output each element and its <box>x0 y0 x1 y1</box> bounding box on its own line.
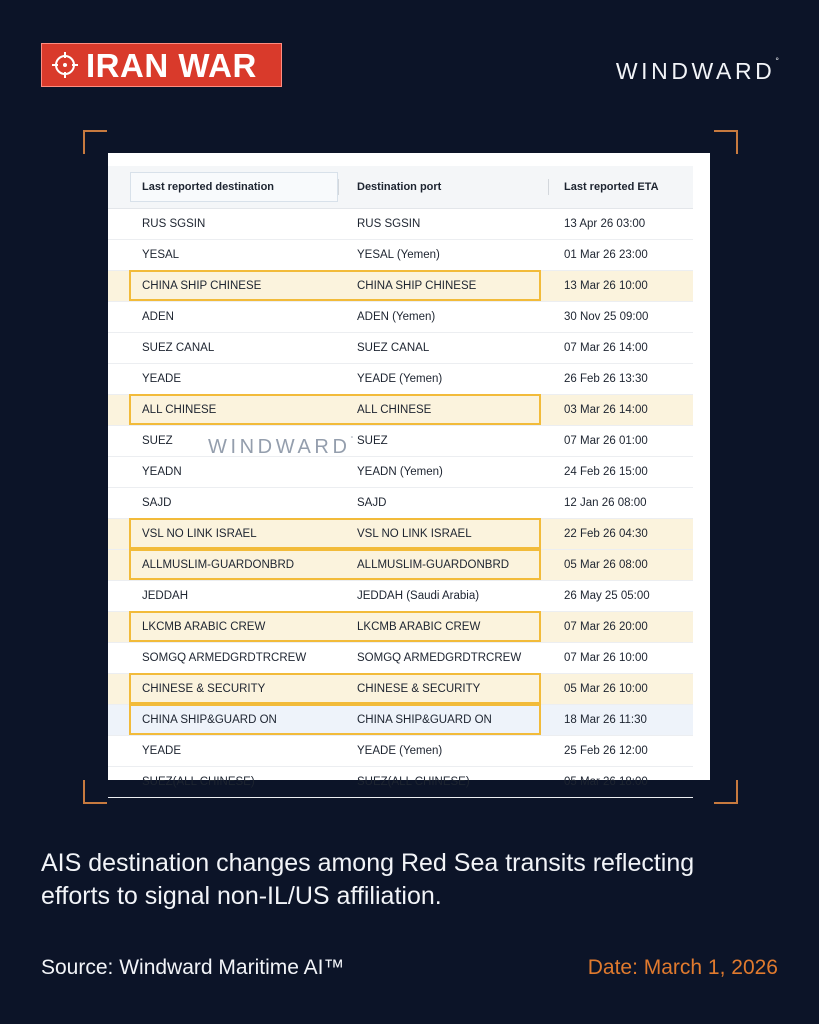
watermark-mark: ° <box>350 436 354 443</box>
column-header-port[interactable]: Destination port <box>357 181 442 193</box>
cell-destination: SUEZ(ALL CHINESE) <box>142 776 255 788</box>
cell-eta: 12 Jan 26 08:00 <box>564 497 647 509</box>
table-row[interactable] <box>108 612 693 643</box>
table-row[interactable] <box>108 302 693 333</box>
table-row[interactable] <box>108 426 693 457</box>
cell-destination: RUS SGSIN <box>142 218 206 230</box>
table-row[interactable] <box>108 519 693 550</box>
cell-destination: SOMGQ ARMEDGRDTRCREW <box>142 652 307 664</box>
cell-port: SUEZ CANAL <box>357 342 430 354</box>
watermark-text: WINDWARD <box>208 436 351 458</box>
cell-eta: 18 Mar 26 11:30 <box>564 714 647 726</box>
cell-port: CHINA SHIP CHINESE <box>357 280 477 292</box>
caption: AIS destination changes among Red Sea transits reflecting efforts to signal non-IL/US affiliation. <box>41 849 695 910</box>
cell-eta: 13 Mar 26 10:00 <box>564 280 648 292</box>
cell-port: YESAL (Yemen) <box>357 249 440 261</box>
column-header-eta[interactable]: Last reported ETA <box>564 181 659 193</box>
table-row[interactable] <box>108 271 693 302</box>
cell-eta: 26 Feb 26 13:30 <box>564 373 648 385</box>
table-row[interactable] <box>108 705 693 736</box>
cell-port: ALL CHINESE <box>357 404 432 416</box>
cell-port: SAJD <box>357 497 387 509</box>
cell-port: ADEN (Yemen) <box>357 311 436 323</box>
table-row[interactable] <box>108 674 693 705</box>
crosshair-icon <box>52 52 78 78</box>
cell-destination: YEADN <box>142 466 182 478</box>
cell-destination: YEADE <box>142 373 181 385</box>
table-row[interactable] <box>108 240 693 271</box>
cell-eta: 13 Apr 26 03:00 <box>564 218 646 230</box>
cell-eta: 05 Mar 26 10:00 <box>564 683 648 695</box>
frame-corner-bottom-left <box>83 780 107 804</box>
cell-destination: SUEZ <box>142 435 173 447</box>
cell-destination: CHINA SHIP CHINESE <box>142 280 262 292</box>
cell-port: CHINESE & SECURITY <box>357 683 481 695</box>
cell-destination: ADEN <box>142 311 174 323</box>
brand-mark: ° <box>775 56 779 66</box>
frame-corner-top-right <box>714 130 738 154</box>
destination-table-screenshot <box>108 153 710 788</box>
cell-destination: ALL CHINESE <box>142 404 217 416</box>
frame-corner-bottom-right <box>714 780 738 804</box>
column-divider <box>548 179 549 195</box>
table-header <box>108 166 693 209</box>
table-row[interactable] <box>108 643 693 674</box>
cell-eta: 30 Nov 25 09:00 <box>564 311 649 323</box>
table-row[interactable] <box>108 457 693 488</box>
cell-destination: JEDDAH <box>142 590 189 602</box>
cell-eta: 22 Feb 26 04:30 <box>564 528 648 540</box>
cell-port: JEDDAH (Saudi Arabia) <box>357 590 480 602</box>
cell-destination: SUEZ CANAL <box>142 342 215 354</box>
cell-port: YEADN (Yemen) <box>357 466 443 478</box>
cell-port: ALLMUSLIM-GUARDONBRD <box>357 559 510 571</box>
cell-port: SUEZ(ALL CHINESE) <box>357 776 470 788</box>
cell-port: RUS SGSIN <box>357 218 421 230</box>
brand-name: WINDWARD <box>615 58 776 84</box>
cell-destination: VSL NO LINK ISRAEL <box>142 528 257 540</box>
iran-war-badge <box>41 43 282 87</box>
cell-eta: 25 Feb 26 12:00 <box>564 745 648 757</box>
badge-label: IRAN WAR <box>86 46 257 84</box>
cell-port: YEADE (Yemen) <box>357 745 443 757</box>
cell-eta: 07 Mar 26 20:00 <box>564 621 648 633</box>
table-row[interactable] <box>108 736 693 767</box>
windward-watermark <box>208 436 353 459</box>
table-row[interactable] <box>108 488 693 519</box>
table-row[interactable] <box>108 333 693 364</box>
cell-eta: 07 Mar 26 01:00 <box>564 435 648 447</box>
source-credit: Source: Windward Maritime AI™ <box>41 956 345 979</box>
cell-destination: SAJD <box>142 497 172 509</box>
cell-port: YEADE (Yemen) <box>357 373 443 385</box>
cell-eta: 05 Mar 26 08:00 <box>564 559 648 571</box>
cell-destination: CHINA SHIP&GUARD ON <box>142 714 277 726</box>
column-divider <box>338 179 339 195</box>
cell-eta: 03 Mar 26 14:00 <box>564 404 648 416</box>
cell-destination: CHINESE & SECURITY <box>142 683 266 695</box>
cell-eta: 26 May 25 05:00 <box>564 590 650 602</box>
column-header-destination[interactable]: Last reported destination <box>142 181 275 193</box>
cell-port: VSL NO LINK ISRAEL <box>357 528 472 540</box>
table-row[interactable] <box>108 209 693 240</box>
table-row[interactable] <box>108 364 693 395</box>
table-body <box>108 209 693 798</box>
table-row[interactable] <box>108 395 693 426</box>
cell-port: LKCMB ARABIC CREW <box>357 621 481 633</box>
table-row[interactable] <box>108 581 693 612</box>
frame-corner-top-left <box>83 130 107 154</box>
cell-port: CHINA SHIP&GUARD ON <box>357 714 492 726</box>
windward-logo <box>616 58 779 85</box>
table-row[interactable] <box>108 550 693 581</box>
publication-date: Date: March 1, 2026 <box>587 956 778 979</box>
cell-eta: 24 Feb 26 15:00 <box>564 466 648 478</box>
table-row[interactable] <box>108 767 693 798</box>
cell-eta: 07 Mar 26 10:00 <box>564 652 648 664</box>
cell-port: SUEZ <box>357 435 388 447</box>
cell-eta: 07 Mar 26 14:00 <box>564 342 648 354</box>
cell-eta: 05 Mar 26 18:00 <box>564 776 648 788</box>
cell-destination: ALLMUSLIM-GUARDONBRD <box>142 559 295 571</box>
cell-destination: YESAL <box>142 249 180 261</box>
cell-destination: YEADE <box>142 745 181 757</box>
cell-destination: LKCMB ARABIC CREW <box>142 621 266 633</box>
cell-port: SOMGQ ARMEDGRDTRCREW <box>357 652 522 664</box>
cell-eta: 01 Mar 26 23:00 <box>564 249 648 261</box>
